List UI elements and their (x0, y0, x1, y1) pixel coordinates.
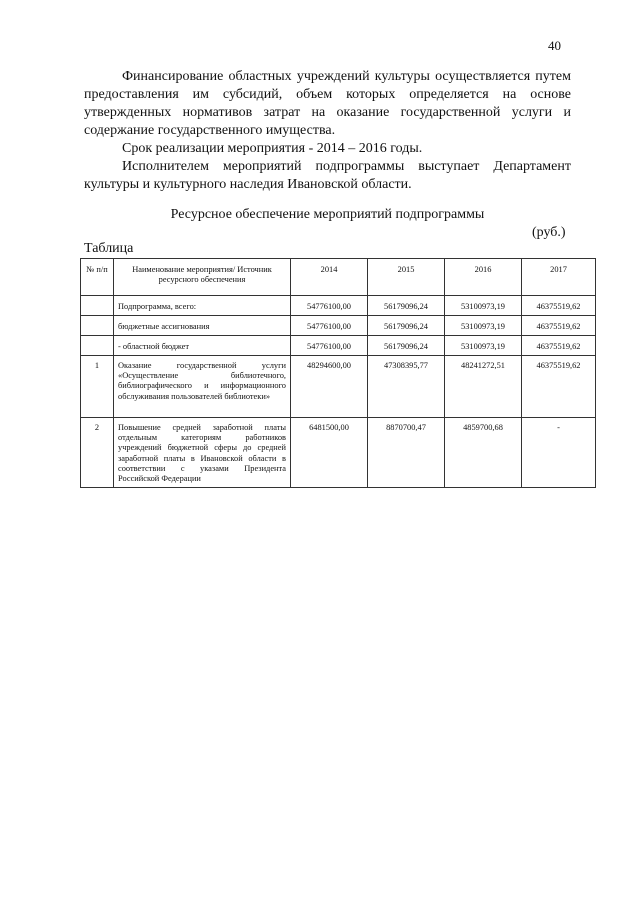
row-value-2014: 54776100,00 (291, 296, 368, 316)
row-name: Подпрограмма, всего: (114, 296, 291, 316)
row-value-2017: 46375519,62 (522, 336, 596, 356)
table-row (81, 336, 596, 356)
row-num (81, 336, 114, 356)
row-value-2017: 46375519,62 (522, 316, 596, 336)
row-value-2016: 4859700,68 (445, 418, 522, 488)
paragraph-executor: Исполнителем мероприятий подпрограммы выступает Департамент культуры и культурного наследия Ивановской области. (84, 159, 571, 192)
paragraph-term: Срок реализации мероприятия - 2014 – 2016 годы. (122, 141, 423, 156)
row-value-2016: 53100973,19 (445, 316, 522, 336)
section-title: Ресурсное обеспечение мероприятий подпрограммы (170, 207, 485, 222)
row-value-2014: 48294600,00 (291, 356, 368, 418)
row-num (81, 316, 114, 336)
resource-table (80, 258, 596, 488)
currency-units: (руб.) (532, 225, 566, 240)
row-num (81, 296, 114, 316)
table-header-row (81, 259, 596, 296)
row-value-2017: 46375519,62 (522, 296, 596, 316)
header-name: Наименование мероприятия/ Источник ресурсного обеспечения (114, 259, 291, 296)
row-value-2014: 54776100,00 (291, 336, 368, 356)
row-value-2015: 56179096,24 (368, 336, 445, 356)
row-value-2016: 53100973,19 (445, 296, 522, 316)
header-2016: 2016 (445, 259, 522, 296)
page-number: 40 (548, 38, 561, 53)
row-name: - областной бюджет (114, 336, 291, 356)
table-row (81, 418, 596, 488)
table-row (81, 316, 596, 336)
table-row (81, 296, 596, 316)
table-caption: Таблица (84, 241, 134, 256)
paragraph-financing: Финансирование областных учреждений культуры осуществляется путем предоставления им субсидий, объем которых определяется на основе утвержденных нормативов затрат на оказание государственной услуги и содержание государственного имущества. (84, 69, 571, 138)
header-num: № п/п (81, 259, 114, 296)
body-text (84, 68, 571, 194)
row-num: 1 (81, 356, 114, 418)
row-name: бюджетные ассигнования (114, 316, 291, 336)
row-value-2014: 6481500,00 (291, 418, 368, 488)
header-2015: 2015 (368, 259, 445, 296)
row-name: Повышение средней заработной платы отдельным категориям работников учреждений бюджетной сферы до средней заработной платы в Ивановской области в соответствии с указами Президента Российской Федерации (114, 418, 291, 488)
row-value-2017: 46375519,62 (522, 356, 596, 418)
row-value-2015: 56179096,24 (368, 296, 445, 316)
table-row (81, 356, 596, 418)
row-num: 2 (81, 418, 114, 488)
row-value-2015: 47308395,77 (368, 356, 445, 418)
row-value-2015: 56179096,24 (368, 316, 445, 336)
row-name: Оказание государственной услуги «Осуществление библиотечного, библиографического и информационного обслуживания пользователей библиотеки» (114, 356, 291, 418)
row-value-2017: - (522, 418, 596, 488)
header-2017: 2017 (522, 259, 596, 296)
row-value-2015: 8870700,47 (368, 418, 445, 488)
row-value-2014: 54776100,00 (291, 316, 368, 336)
row-value-2016: 53100973,19 (445, 336, 522, 356)
row-value-2016: 48241272,51 (445, 356, 522, 418)
header-2014: 2014 (291, 259, 368, 296)
